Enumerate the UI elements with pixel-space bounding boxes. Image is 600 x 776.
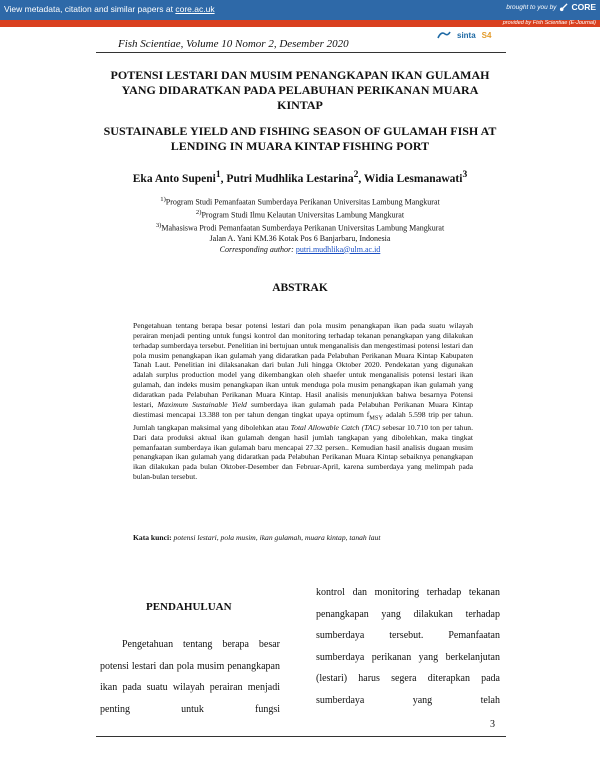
affiliations (100, 195, 500, 255)
author-email-link[interactable]: putri.mudhlika@ulm.ac.id (295, 244, 381, 254)
core-label[interactable]: CORE (571, 2, 596, 12)
sinta-text: sinta (457, 30, 476, 40)
body-column-right: kontrol dan monitoring terhadap tekanan penangkapan yang dilakukan terhadap sumberdaya tersebut. Pemanfaatan sumberdaya perikanan yang berkelanjutan (lestari) harus segera diterapkan pada sumberdaya yang telah (316, 587, 500, 706)
sinta-logo (437, 30, 491, 40)
affil-text: Mahasiswa Prodi Pemanfaatan Sumberdaya Perikanan Universitas Lambung Mangkurat (161, 223, 445, 233)
author-list: Eka Anto Supeni$^1$, Putri Mudhlika Lestarina$^2$, Widia Lesmanawati$^3$ (132, 169, 468, 185)
affiliation-3 (100, 221, 500, 234)
core-banner (0, 0, 600, 20)
author-affil-mark: 1 (215, 169, 221, 180)
affiliation-2 (100, 208, 500, 221)
abstract-heading: ABSTRAK (272, 282, 328, 294)
author-name: Widia Lesmanawati (363, 172, 463, 185)
sinta-rank: S4 (481, 30, 492, 40)
brought-by (506, 2, 596, 12)
body-text: Pengetahuan tentang berapa besar potensi lestari dan pola musim penangkapan ikan pada suatu wilayah perairan menjadi penting untuk fungsi (100, 639, 280, 715)
provider-bar (0, 20, 600, 27)
title-english: SUSTAINABLE YIELD AND FISHING SEASON OF GULAMAH FISH AT LENDING IN MUARA KINTAP FISHING PORT (103, 124, 497, 153)
page-number: 3 (490, 719, 495, 730)
abstract-part: Pengetahuan tentang berapa besar potensi lestari dan pola musim penangkapan ikan pada suatu wilayah perairan menjadi penting untuk fungsi kontrol dan monitoring terhadap tekanan penangkapan yang dilakukan terhadap sumberdaya tersebut. Penelitian ini bertujuan untuk menganalisis dan mengestimasi potensi lestari dan pola musim penangkapan ikan gulamah yang didaratkan pada Pelabuhan Perikanan Muara Kintap Kabupaten Tanah Laut. Penelitian ini dilaksanakan dari bulan Juli hingga Oktober 2020. Pendekatan yang digunakan adalah surplus production model yang dikembangkan oleh shaefer untuk menganalisis potensi lestari ikan gulamah, dan indeks musim penangkapan ikan untuk menduga pola musim penangkapan ikan gulamah yang didaratkan pada Pelabuhan Perikanan Muara Kintap. Hasil analisis menunjukkan bahwa besarnya Potensi lestari, (133, 321, 473, 409)
provided-by-text: provided by Fish Scientiae (E-Journal) (502, 20, 596, 26)
body-column-left (100, 634, 280, 720)
affil-mark: 2) (195, 209, 202, 217)
header-rule (96, 52, 506, 53)
keywords-label: Kata kunci (133, 533, 170, 542)
brought-by-text: brought to you by (506, 3, 557, 11)
section-heading: PENDAHULUAN (146, 601, 232, 613)
keywords: Kata kunci: potensi lestari, pola musim, ikan gulamah, muara kintap, tanah laut (133, 533, 381, 542)
author-name: Eka Anto Supeni (132, 172, 216, 185)
metadata-prefix: View metadata, citation and similar papers at (4, 4, 176, 14)
abstract-italic: Total Allowable Catch (TAC) (290, 422, 381, 432)
abstract-italic: Maximum Sustainable Yield (157, 399, 247, 409)
author-name: Putri Mudhlika Lestarina (226, 172, 354, 185)
affil-text: Program Studi Pemanfaatan Sumberdaya Perikanan Universitas Lambung Mangkurat (165, 197, 440, 207)
title-indonesian: POTENSI LESTARI DAN MUSIM PENANGKAPAN IKAN GULAMAH YANG DIDARATKAN PADA PELABUHAN PERIKANAN MUARA KINTAP (110, 68, 490, 112)
journal-header: Fish Scientiae, Volume 10 Nomor 2, Desember 2020 (118, 38, 349, 50)
core-link[interactable]: core.ac.uk (175, 4, 215, 14)
affil-mark: 1) (160, 196, 166, 203)
abstract-part: sumberdaya ikan gulamah pada Pelabuhan Perikanan Muara Kintap diestimasi mencapai 13.388 ton per tahun dengan tingkat upaya optimum f (133, 399, 474, 419)
author-affil-mark: 3 (462, 169, 468, 180)
affil-text: Program Studi Ilmu Kelautan Universitas Lambung Mangkurat (201, 210, 405, 220)
keywords-text: potensi lestari, pola musim, ikan gulamah, muara kintap, tanah laut (173, 533, 381, 542)
sinta-logo-icon (437, 30, 451, 40)
address: Jalan A. Yani KM.36 Kotak Pos 6 Banjarbaru, Indonesia (209, 234, 391, 244)
abstract-part: adalah 5.598 trip per tahun. Jumlah tangkapan maksimal yang dibolehkan atau (133, 409, 473, 432)
corresponding-author: Corresponding author: putri.mudhlika@ulm.ac.id (219, 244, 381, 254)
abstract-text (133, 321, 473, 482)
abstract-part: sebesar 10.710 ton per tahun. Dari data produksi aktual ikan gulamah dengan hasil jumlah tangkapan yang dibolehkan, maka tingkat pemanfaatan sumberdaya ikan gulamah baru mencapai 27.32 persen.. Kemudian hasil analisis dugaan musim penangkapan ikan gulamah yang didaratkan pada Pelabuhan Perikanan Muara Kintap sebaiknya penangkapan ikan dilakukan pada bulan Oktober-Desember dan Februar-April, karena sumberdaya yang melimpah pada bulan-bulan tersebut. (133, 422, 473, 482)
metadata-notice (4, 4, 215, 14)
footer-rule (96, 736, 506, 737)
core-logo-icon (559, 3, 568, 12)
author-affil-mark: 2 (353, 169, 359, 180)
affil-mark: 3) (155, 222, 162, 230)
corresponding-label: Corresponding author (219, 244, 292, 254)
abstract-subscript: MSY (369, 414, 384, 422)
affiliation-1 (100, 195, 500, 208)
